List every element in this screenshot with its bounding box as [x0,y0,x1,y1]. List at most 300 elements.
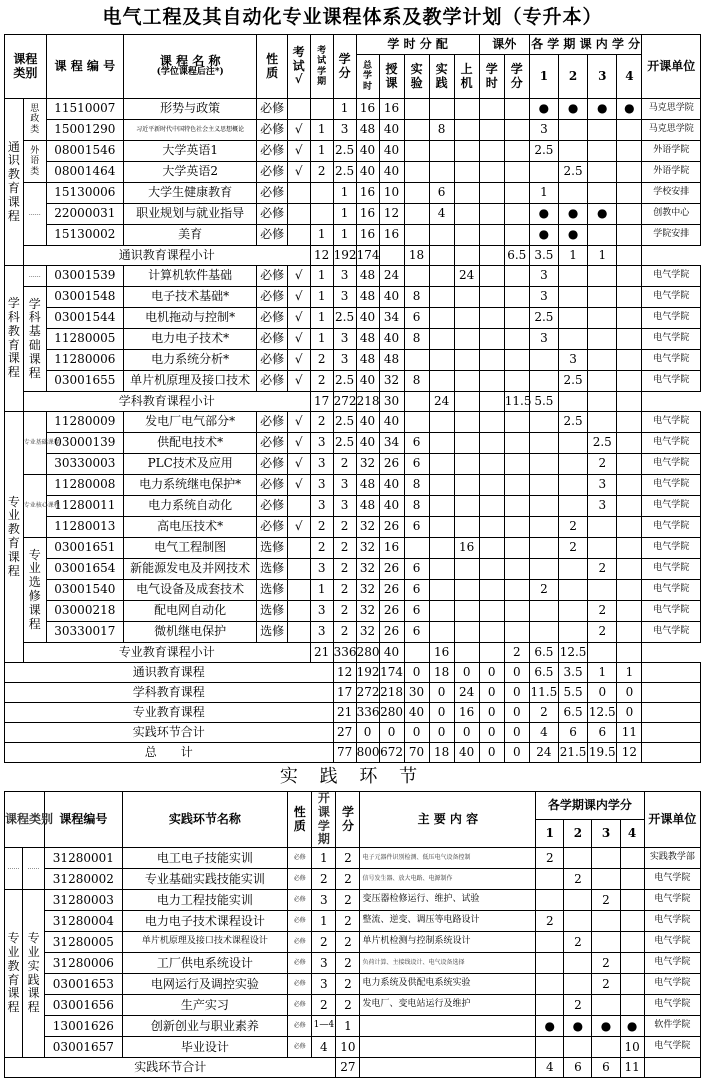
course-term-4 [617,350,642,371]
header-hours-group: 学 时 分 配 [356,35,479,55]
subtotal-label: 专业教育课程小计 [23,643,310,663]
course-total-hours: 48 [356,329,379,350]
practice-term: 1 [312,848,336,869]
practice-header-term-2: 2 [564,820,592,848]
course-nature: 选修 [257,538,287,559]
course-exam: √ [287,329,310,350]
practice-t1 [536,890,564,911]
course-practice-hours [429,225,454,246]
course-experiment-hours [404,120,429,141]
course-name: 电气设备及成套技术 [123,580,257,601]
practice-credit: 2 [336,890,360,911]
course-code: 11510007 [46,99,123,120]
course-extra-credit [504,329,529,350]
summary-t1: 4 [529,723,558,743]
course-term-3 [588,266,617,287]
course-term-2 [558,266,587,287]
course-term-1: 1 [529,183,558,204]
course-experiment-hours: 6 [404,454,429,475]
practice-row [5,1037,701,1058]
course-computer-hours [454,517,479,538]
practice-credit: 2 [336,911,360,932]
practice-t4: 10 [620,1037,644,1058]
practice-term: 2 [312,932,336,953]
course-dept: 电气学院 [642,412,701,433]
practice-nature: 必修 [288,953,312,974]
practice-content [360,1016,536,1037]
header-term-4: 4 [617,55,642,99]
course-extra-credit [504,580,529,601]
course-term-4 [617,225,642,246]
course-term-1 [529,454,558,475]
course-experiment-hours [404,350,429,371]
practice-row [5,953,701,974]
course-experiment-hours [404,183,429,204]
course-experiment-hours: 6 [404,308,429,329]
course-practice-hours [429,538,454,559]
course-computer-hours [454,412,479,433]
course-computer-hours [454,475,479,496]
course-dept: 外语学院 [642,141,701,162]
practice-t4 [620,869,644,890]
practice-total-t1: 4 [536,1058,564,1078]
practice-t1: ● [536,1016,564,1037]
practice-name: 工厂供电系统设计 [122,953,288,974]
category-label: 学科教育课程 [7,296,20,380]
course-total-hours: 16 [356,204,379,225]
course-code: 08001546 [46,141,123,162]
course-nature: 必修 [257,120,287,141]
course-exam-term: 3 [310,622,333,643]
header-dept: 开课单位 [642,35,701,99]
course-term-2: 3 [558,350,587,371]
course-extra-hours [479,496,504,517]
group-general [5,99,24,266]
course-practice-hours [429,412,454,433]
course-term-1 [529,350,558,371]
header-name: 课 程 名 称 (学位课程后注*) [123,35,257,99]
course-name: 单片机原理及接口技术 [123,371,257,392]
table-row [5,412,701,433]
summary-credit: 12 [333,663,356,683]
course-extra-hours [479,350,504,371]
course-practice-hours [429,601,454,622]
course-lecture-hours: 40 [379,475,404,496]
practice-content: 变压器检修运行、维护、试验 [360,890,536,911]
practice-term: 3 [312,974,336,995]
subtotal-t1: 2 [504,643,529,663]
course-term-4 [617,120,642,141]
practice-group-major [5,890,23,1058]
table-row [5,329,701,350]
course-experiment-hours: 8 [404,475,429,496]
course-practice-hours [429,329,454,350]
course-credit: 2 [333,538,356,559]
practice-term: 3 [312,890,336,911]
practice-row [5,974,701,995]
subtotal-dept [617,246,642,266]
course-nature: 必修 [257,454,287,475]
course-nature: 必修 [257,412,287,433]
summary-t4: 11 [617,723,642,743]
course-dept: 电气学院 [642,559,701,580]
course-term-3 [588,141,617,162]
practice-code: 03001656 [45,995,122,1016]
subtotal-lecture: 174 [356,246,379,266]
subtotal-comp: 24 [429,392,454,412]
course-extra-credit [504,622,529,643]
summary-total: 336 [356,703,379,723]
course-extra-hours [479,538,504,559]
course-term-4 [617,266,642,287]
practice-code: 31280006 [45,953,122,974]
practice-t1: 2 [536,911,564,932]
course-extra-credit [504,475,529,496]
course-lecture-hours: 40 [379,287,404,308]
practice-term: 4 [312,1037,336,1058]
table-row [5,433,701,454]
course-experiment-hours: 6 [404,601,429,622]
course-extra-credit [504,559,529,580]
course-dept: 电气学院 [642,371,701,392]
course-extra-hours [479,559,504,580]
course-code: 08001464 [46,162,123,183]
summary-comp: 24 [454,683,479,703]
subtotal-prac: 18 [404,246,429,266]
course-extra-hours [479,475,504,496]
practice-total-label: 实践环节合计 [5,1058,336,1078]
summary-t2: 21.5 [558,743,587,763]
course-term-1: ● [529,204,558,225]
course-term-2 [558,183,587,204]
course-exam: √ [287,266,310,287]
practice-content: 信号发生器、放大电路、电源制作 [360,869,536,890]
course-term-4 [617,308,642,329]
practice-t4 [620,995,644,1016]
course-dept: 外语学院 [642,162,701,183]
course-credit: 1 [333,99,356,120]
course-exam [287,538,310,559]
course-term-2 [558,454,587,475]
summary-lecture: 218 [379,683,404,703]
course-exam-term [310,99,333,120]
practice-total-row [5,1058,701,1078]
course-lecture-hours: 48 [379,350,404,371]
course-lecture-hours: 40 [379,162,404,183]
course-computer-hours: 24 [454,266,479,287]
course-nature: 选修 [257,580,287,601]
course-nature: 必修 [257,350,287,371]
course-computer-hours [454,162,479,183]
practice-total-t3: 6 [592,1058,620,1078]
course-term-2 [558,580,587,601]
table-row [5,141,701,162]
course-term-2 [558,329,587,350]
practice-total-dept [644,1058,700,1078]
summary-t1: 6.5 [529,663,558,683]
course-exam-term: 1 [310,308,333,329]
practice-name: 电工电子技能实训 [122,848,288,869]
course-term-4 [617,454,642,475]
practice-t4 [620,848,644,869]
course-extra-credit [504,266,529,287]
course-term-1 [529,622,558,643]
practice-row [5,995,701,1016]
course-term-2: 2 [558,538,587,559]
course-extra-hours [479,141,504,162]
course-exam-term [310,183,333,204]
course-term-4 [617,287,642,308]
table-row [5,120,701,141]
subtotal-label: 通识教育课程小计 [23,246,310,266]
course-term-4 [617,183,642,204]
course-experiment-hours: 8 [404,329,429,350]
subtotal-t4 [588,392,617,412]
course-lecture-hours: 16 [379,99,404,120]
practice-header-dept: 开课单位 [644,792,700,848]
practice-term: 3 [312,953,336,974]
course-exam-term: 1 [310,141,333,162]
table-row [5,371,701,392]
course-nature: 必修 [257,329,287,350]
practice-code: 03001653 [45,974,122,995]
course-term-2: 2.5 [558,412,587,433]
summary-dept [642,663,701,683]
course-total-hours: 48 [356,496,379,517]
summary-exp: 0 [404,723,429,743]
course-name: 高电压技术* [123,517,257,538]
course-term-1: 2.5 [529,141,558,162]
course-term-2 [558,622,587,643]
course-term-4 [617,329,642,350]
course-term-3 [588,517,617,538]
course-code: 03000218 [46,601,123,622]
course-exam-term: 3 [310,559,333,580]
practice-credit: 2 [336,974,360,995]
course-term-4 [617,580,642,601]
practice-code: 31280005 [45,932,122,953]
course-practice-hours [429,371,454,392]
course-name: 新能源发电及并网技术 [123,559,257,580]
summary-t3: 19.5 [588,743,617,763]
subtotal-t2: 5.5 [529,392,558,412]
course-practice-hours [429,350,454,371]
header-experiment: 实验 [404,55,429,99]
subtotal-t3 [558,392,587,412]
practice-code: 31280002 [45,869,122,890]
practice-nature: 必修 [288,911,312,932]
practice-code: 31280001 [45,848,122,869]
category-label: 外语类 [30,145,40,177]
practice-row [5,869,701,890]
course-practice-hours [429,99,454,120]
course-extra-credit [504,454,529,475]
course-lecture-hours: 24 [379,266,404,287]
course-practice-hours [429,287,454,308]
course-term-1 [529,162,558,183]
practice-nature: 必修 [288,848,312,869]
summary-t4: 0 [617,703,642,723]
course-term-3 [588,412,617,433]
summary-row [5,743,701,763]
course-credit: 2.5 [333,308,356,329]
course-experiment-hours [404,266,429,287]
course-term-2: ● [558,204,587,225]
course-practice-hours [429,517,454,538]
course-practice-hours [429,162,454,183]
table-row [5,538,701,559]
practice-t3 [592,911,620,932]
summary-row [5,703,701,723]
course-lecture-hours: 16 [379,538,404,559]
course-exam-term: 2 [310,371,333,392]
course-term-2 [558,308,587,329]
table-row [5,496,701,517]
course-experiment-hours [404,162,429,183]
summary-t2: 5.5 [558,683,587,703]
practice-name: 生产实习 [122,995,288,1016]
header-total: 总学时 [356,55,379,99]
practice-t1 [536,932,564,953]
practice-t3: 2 [592,953,620,974]
table-row [5,162,701,183]
table-row [5,183,701,204]
practice-term: 1—4 [312,1016,336,1037]
header-exam-term: 考试学期 [310,35,333,99]
course-name: 大学英语1 [123,141,257,162]
course-dept: 电气学院 [642,329,701,350]
practice-title: 实 践 环 节 [279,766,426,787]
course-practice-hours: 8 [429,120,454,141]
course-lecture-hours: 40 [379,412,404,433]
course-dept: 学院安排 [642,225,701,246]
course-practice-hours [429,475,454,496]
practice-credit: 10 [336,1037,360,1058]
course-exam [287,496,310,517]
practice-t2: 2 [564,932,592,953]
course-lecture-hours: 26 [379,622,404,643]
course-term-1 [529,601,558,622]
subtotal-lecture: 218 [356,392,379,412]
practice-t4: ● [620,1016,644,1037]
course-lecture-hours: 10 [379,183,404,204]
practice-header-category: 课程类别 [5,792,45,848]
course-term-1: 3 [529,120,558,141]
course-credit: 3 [333,287,356,308]
course-term-4 [617,496,642,517]
course-credit: 1 [333,183,356,204]
course-lecture-hours: 34 [379,433,404,454]
subtotal-row [5,246,701,266]
course-term-1 [529,433,558,454]
subtotal-exp: 30 [379,392,404,412]
course-code: 11280005 [46,329,123,350]
course-term-4 [617,204,642,225]
practice-nature: 必修 [288,932,312,953]
course-name: 电力电子技术* [123,329,257,350]
course-computer-hours [454,622,479,643]
course-term-3: ● [588,99,617,120]
course-term-1 [529,559,558,580]
table-row [5,204,701,225]
course-practice-hours: 4 [429,204,454,225]
course-practice-hours [429,622,454,643]
course-practice-hours [429,433,454,454]
header-computer: 上机 [454,55,479,99]
course-nature: 必修 [257,204,287,225]
course-computer-hours [454,601,479,622]
course-computer-hours [454,329,479,350]
table-row [5,559,701,580]
header-extra-group: 课外 [479,35,529,55]
course-lecture-hours: 40 [379,496,404,517]
summary-t2: 6.5 [558,703,587,723]
practice-total-t2: 6 [564,1058,592,1078]
practice-t2: 2 [564,995,592,1016]
header-practice: 实践 [429,55,454,99]
practice-dept: 电气学院 [644,974,700,995]
course-credit: 2 [333,559,356,580]
course-term-2: ● [558,99,587,120]
practice-t1 [536,869,564,890]
course-extra-credit [504,162,529,183]
course-credit: 2.5 [333,412,356,433]
practice-nature: 必修 [288,869,312,890]
course-extra-credit [504,225,529,246]
course-term-1 [529,517,558,538]
course-term-3: 2.5 [588,433,617,454]
subtotal-row [5,643,701,663]
practice-dept: 实践教学部 [644,848,700,869]
practice-dept: 电气学院 [644,890,700,911]
summary-lecture: 0 [379,723,404,743]
course-credit: 1 [333,225,356,246]
practice-total-t4: 11 [620,1058,644,1078]
course-credit: 3 [333,120,356,141]
summary-total: 800 [356,743,379,763]
course-exam [287,601,310,622]
summary-exp: 30 [404,683,429,703]
course-term-1: 3 [529,329,558,350]
course-dept: 电气学院 [642,308,701,329]
subtotal-credit: 17 [310,392,333,412]
subtotal-prac [404,392,429,412]
course-extra-credit [504,350,529,371]
practice-dept: 电气学院 [644,1037,700,1058]
summary-total: 192 [356,663,379,683]
course-extra-credit [504,308,529,329]
course-name: 微机继电保护 [123,622,257,643]
course-exam-term: 2 [310,412,333,433]
course-total-hours: 40 [356,308,379,329]
summary-t1: 2 [529,703,558,723]
course-nature: 必修 [257,141,287,162]
practice-row [5,911,701,932]
summary-comp: 0 [454,723,479,743]
summary-dept [642,723,701,743]
summary-xh: 0 [479,743,504,763]
practice-dept: 电气学院 [644,932,700,953]
course-extra-credit [504,517,529,538]
category-label: 专业选修课程 [28,547,41,631]
course-experiment-hours [404,412,429,433]
course-code: 11280011 [46,496,123,517]
course-term-3 [588,162,617,183]
course-term-3: 2 [588,454,617,475]
practice-t1 [536,1037,564,1058]
summary-total: 272 [356,683,379,703]
practice-t1 [536,974,564,995]
